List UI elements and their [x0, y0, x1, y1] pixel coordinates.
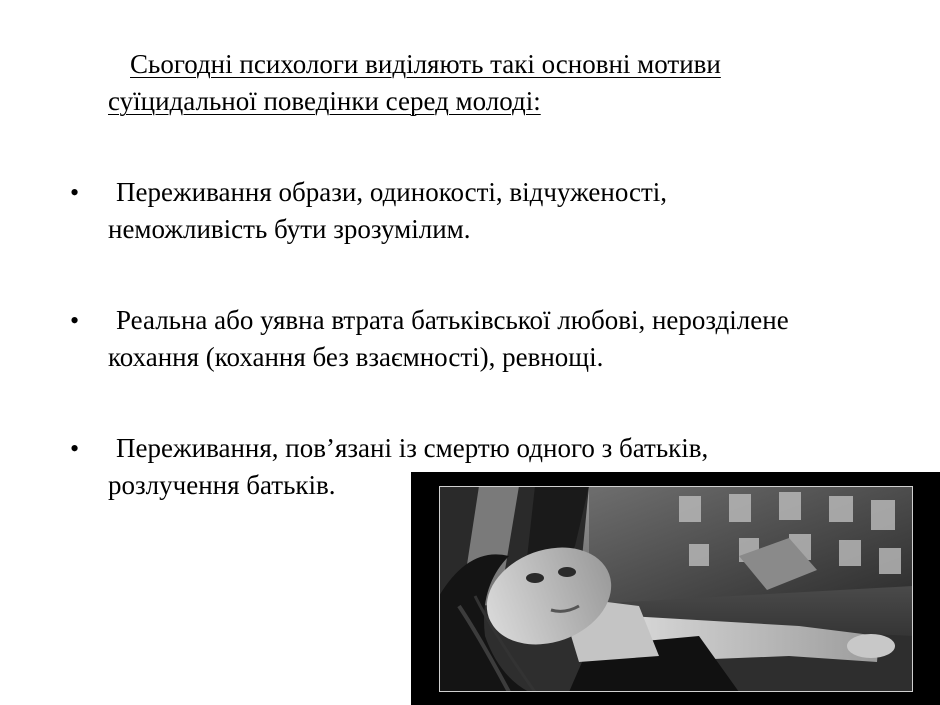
bullet-text-line-1: Реальна або уявна втрата батьківської любові, нерозділене [116, 305, 789, 335]
photo-hand [847, 634, 895, 658]
heading-line-1: Сьогодні психологи виділяють такі основні мотиви [130, 49, 721, 79]
photo-illustration [439, 486, 913, 692]
bullet-text-line-2: кохання (кохання без взаємності), ревнощі. [108, 342, 604, 372]
bullet-text [108, 174, 908, 248]
photo-woman-on-window-ledge [439, 486, 913, 692]
bullet-marker: • [70, 178, 80, 207]
bullet-text-line-2: неможливість бути зрозумілим. [108, 214, 471, 244]
photo-eye [526, 573, 544, 583]
bullet-marker: • [70, 306, 80, 335]
heading-line-2: суїцидальної поведінки серед молоді: [108, 86, 541, 116]
bullet-marker: • [70, 434, 80, 463]
bullet-text [108, 302, 908, 376]
bullet-text-line-2: розлучення батьків. [108, 470, 336, 500]
photo-eye [558, 567, 576, 577]
bullet-text-line-1: Переживання, пов’язані із смертю одного з батьків, [116, 433, 709, 463]
bullet-text-line-1: Переживання образи, одинокості, відчуженості, [116, 177, 668, 207]
slide-heading [108, 46, 868, 120]
photo-frame [411, 472, 940, 705]
